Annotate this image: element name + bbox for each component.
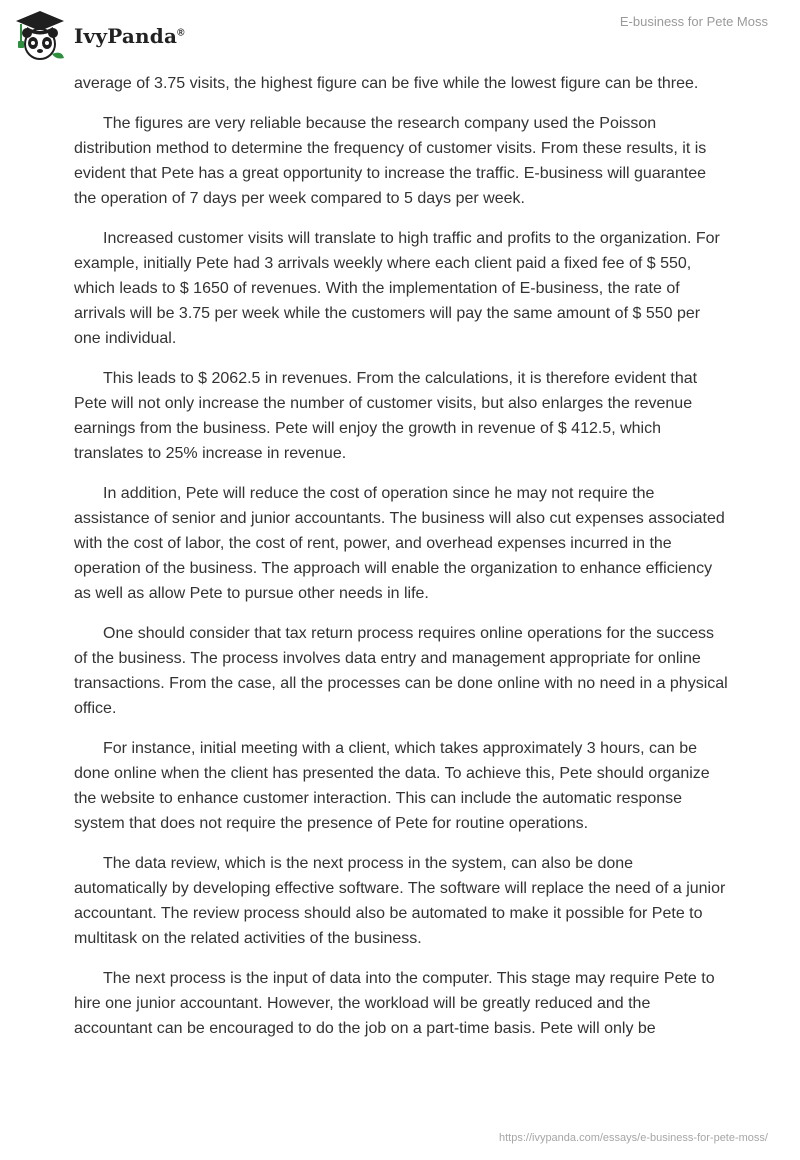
document-title: E-business for Pete Moss: [619, 14, 768, 29]
paragraph: Increased customer visits will translate to high traffic and profits to the organization. For example, initially Pete had 3 arrivals weekly where each client paid a fixed fee of $ 550, which leads to $ 1650 of revenues. With the implementation of E-business, the rate of arrivals will be 3.75 per week while the customers will pay the same amount of $ 550 per one individual.: [74, 230, 720, 347]
brand-logo[interactable]: [12, 8, 185, 64]
panda-graduation-cap-icon: [12, 8, 68, 64]
paragraph: For instance, initial meeting with a client, which takes approximately 3 hours, can be done online when the client has presented the data. To achieve this, Pete should organize the website to enhance customer interaction. This can include the automatic response system that does not require the presence of Pete for routine operations.: [74, 740, 710, 832]
page-header: [0, 0, 800, 70]
paragraph: One should consider that tax return process requires online operations for the success of the business. The process involves data entry and management appropriate for online transactions. From the case, all the processes can be done online with no need in a physical office.: [74, 625, 728, 717]
source-url-link[interactable]: https://ivypanda.com/essays/e-business-for-pete-moss/: [498, 1132, 768, 1144]
registered-mark: ®: [177, 27, 185, 39]
paragraph: The next process is the input of data into the computer. This stage may require Pete to hire one junior accountant. However, the workload will be greatly reduced and the accountant can be encouraged to do the job on a part-time basis. Pete will only be: [74, 970, 715, 1037]
paragraph: This leads to $ 2062.5 in revenues. From the calculations, it is therefore evident that Pete will not only increase the number of customer visits, but also enlarges the revenue earnings from the business. Pete will enjoy the growth in revenue of $ 412.5, which translates to 25% increase in revenue.: [74, 370, 698, 462]
brand-name: IvyPanda®: [74, 24, 185, 48]
paragraph: The data review, which is the next process in the system, can also be done automatically by developing effective software. The software will replace the need of a junior accountant. The review process should also be automated to make it possible for Pete to multitask on the related activities of the business.: [74, 855, 726, 947]
paragraph: In addition, Pete will reduce the cost of operation since he may not require the assistance of senior and junior accountants. The business will also cut expenses associated with the cost of labor, the cost of rent, power, and overhead expenses incurred in the operation of the business. The approach will enable the organization to enhance efficiency as well as allow Pete to pursue other needs in life.: [74, 485, 725, 602]
paragraph: average of 3.75 visits, the highest figure can be five while the lowest figure can be three.: [74, 75, 699, 92]
essay-body: [74, 71, 728, 1041]
paragraph: The figures are very reliable because the research company used the Poisson distribution method to determine the frequency of customer visits. From these results, it is evident that Pete has a great opportunity to increase the traffic. E-business will guarantee the operation of 7 days per week compared to 5 days per week.: [74, 115, 707, 207]
